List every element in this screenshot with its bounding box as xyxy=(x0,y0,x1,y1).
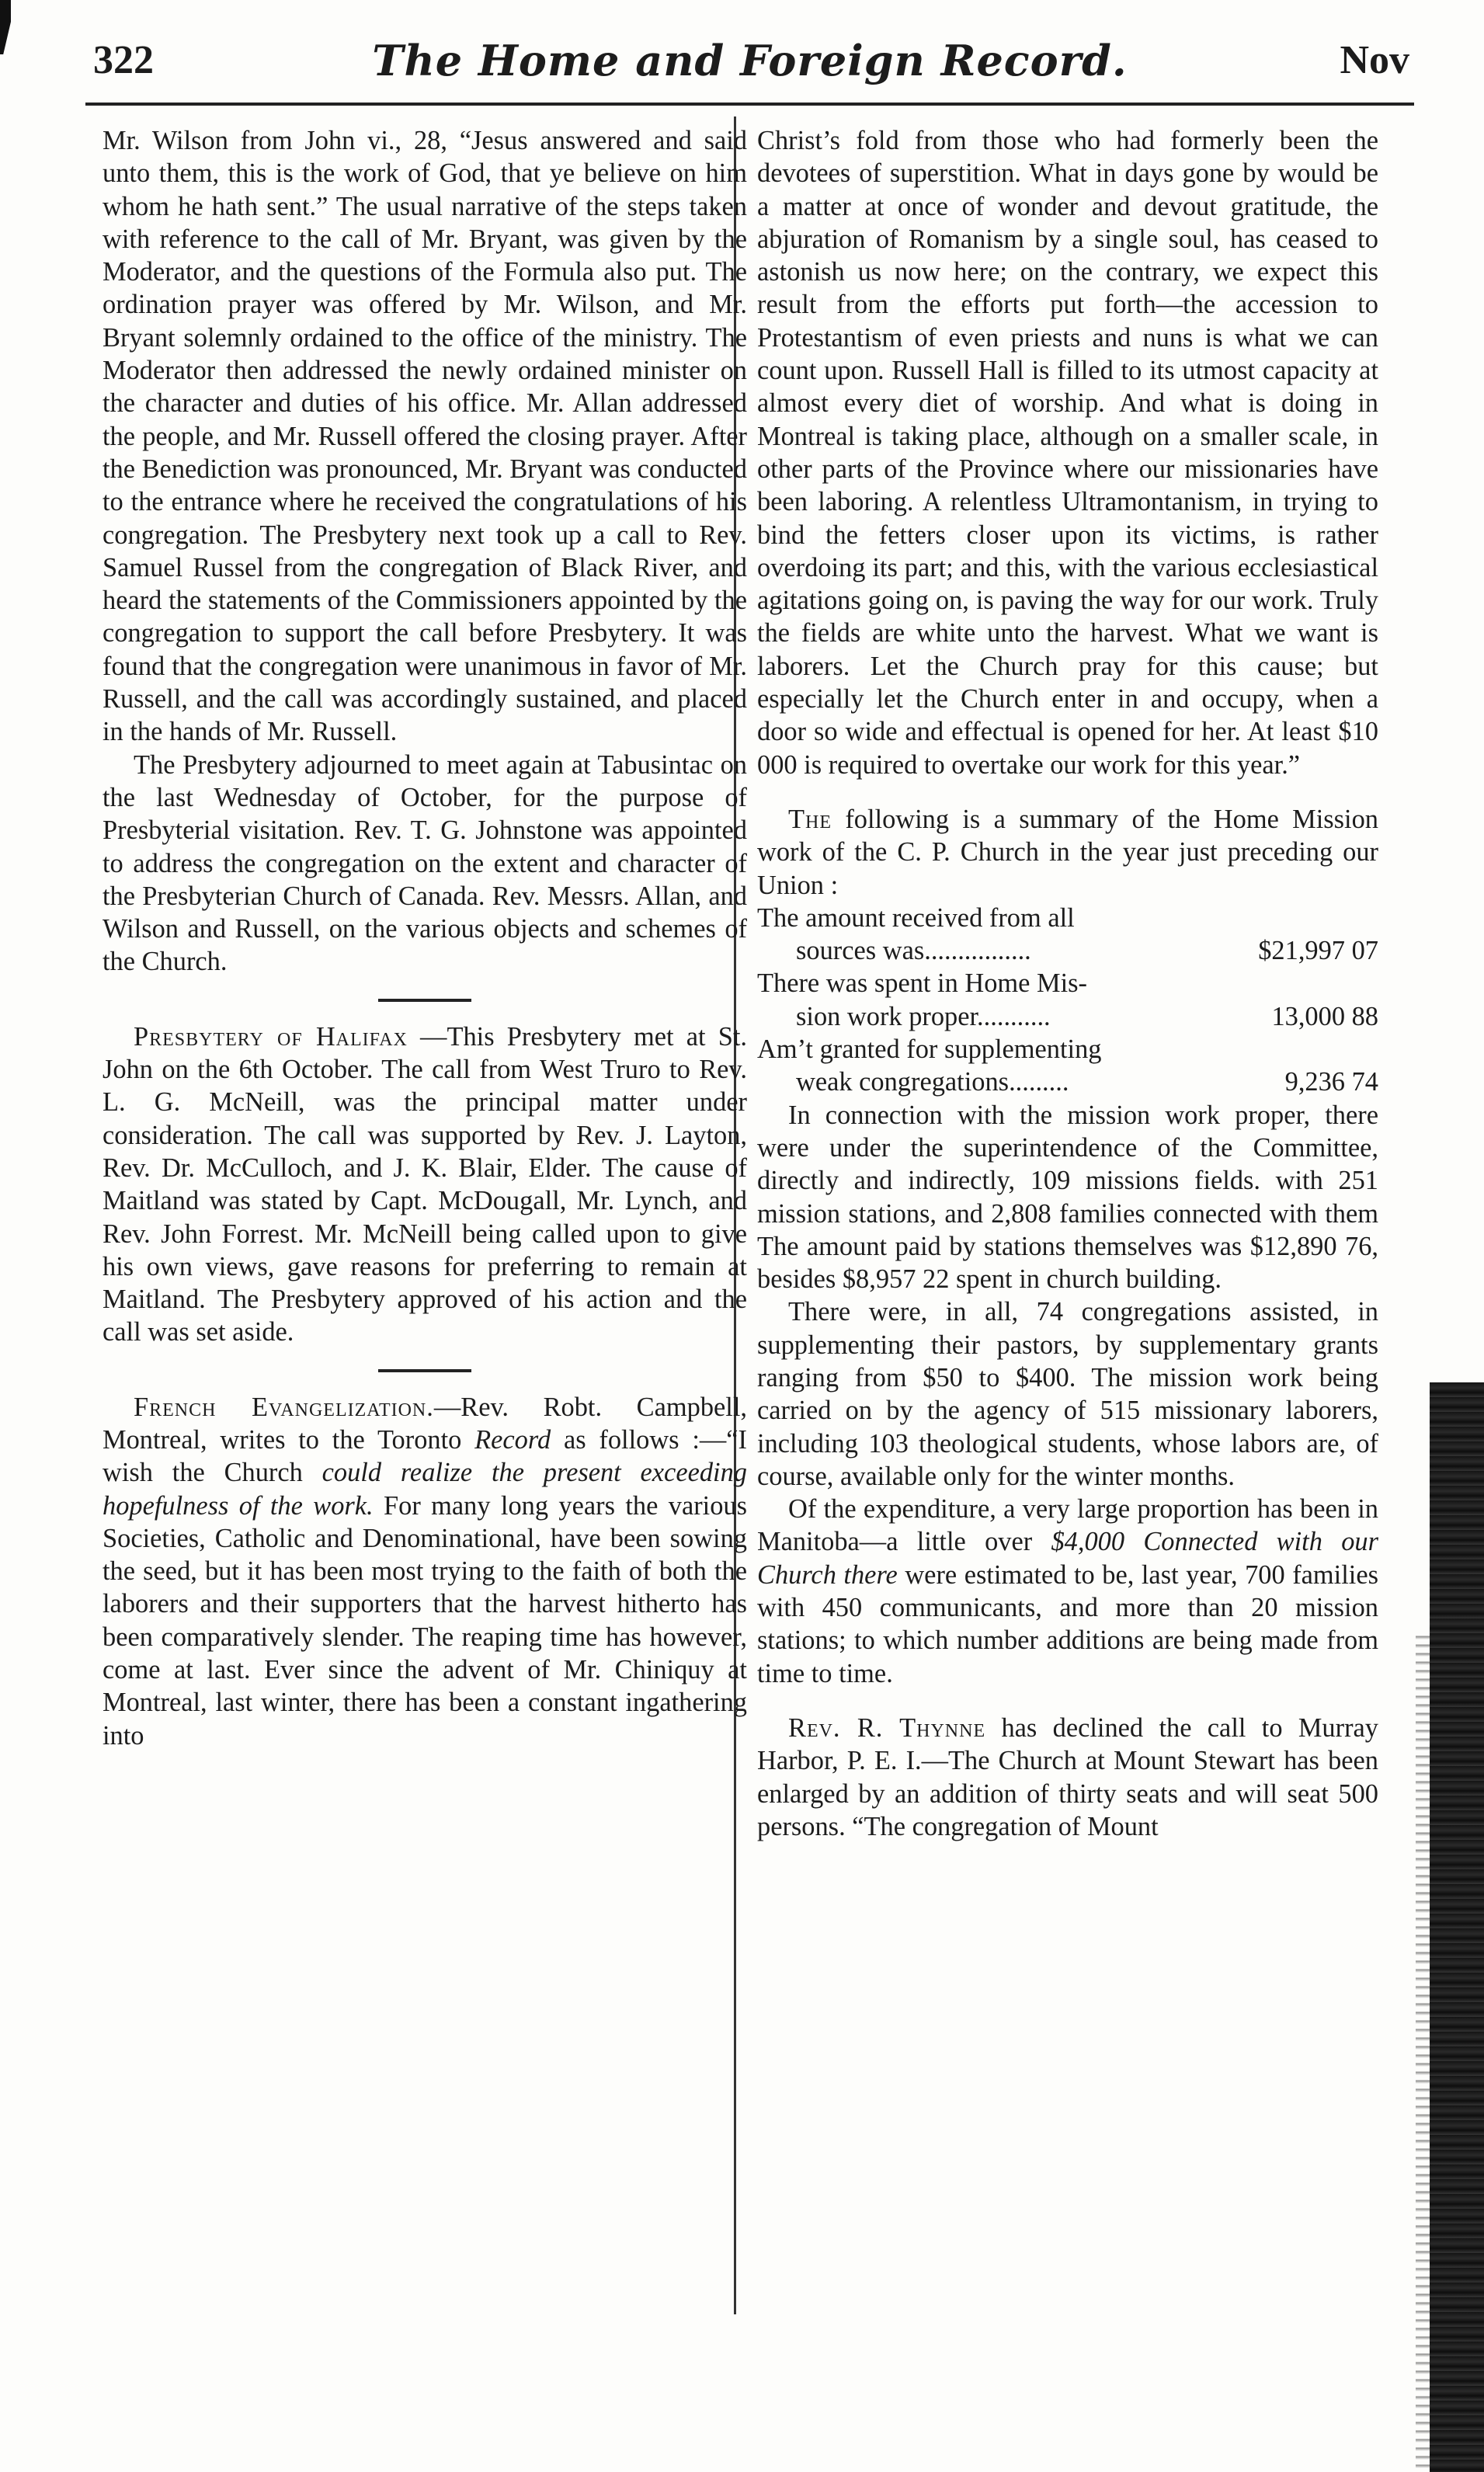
table-row-label-cont: sources was................ xyxy=(796,936,1031,966)
running-title: The Home and Foreign Record. xyxy=(372,36,1128,85)
table-row-amount: 13,000 88 xyxy=(1271,1001,1378,1031)
section-divider xyxy=(378,999,471,1002)
paragraph-thynne xyxy=(757,1712,1378,1843)
month-label: Nov xyxy=(1340,38,1409,82)
table-row-label: Am’t granted for supplementing xyxy=(757,1034,1102,1065)
manitoba-a: Of the expenditure, a very large proportion has been in Manitoba—a little over xyxy=(757,1494,1378,1557)
summary-lead: The xyxy=(788,804,832,834)
thynne-body: has declined the call to Murray Harbor, P. E. I.—The Church at Mount Stewart has been enlarged by an addition of thirty seats and will seat 500 persons. “The congregation of Mount xyxy=(757,1712,1378,1841)
table-row-amount: $21,997 07 xyxy=(1258,936,1378,966)
heading-rev-thynne: Rev. R. Thynne xyxy=(788,1712,986,1743)
table-row-label: There was spent in Home Mis- xyxy=(757,968,1088,999)
manitoba-italic: $4,000 Connected with our Church there xyxy=(757,1527,1378,1590)
page-number: 322 xyxy=(93,38,154,82)
table-row xyxy=(757,902,1378,968)
paragraph-halifax xyxy=(103,1020,747,1349)
running-header xyxy=(85,33,1414,106)
paragraph-congregations-assisted: There were, in all, 74 congregations assisted, in supplementing their pastors, by supplementary grants ranging from $50 to $400. The mission work being carried on by the agency of 515 missionary laborers, including 103 theological students, whose labors are, of course, available only for the winter months. xyxy=(757,1297,1378,1491)
paragraph-mission-fields: In connection with the mission work proper, there were under the superintendence of the Committee, directly and indirectly, 109 missions fields. with 251 mission stations, and 2,808 families connected with them The amount paid by stations themselves was $12,890 76, besides $8,957 22 spent in church building. xyxy=(757,1100,1378,1295)
left-column xyxy=(103,124,747,1752)
table-row-label-cont: weak congregations......... xyxy=(796,1067,1069,1097)
paragraph-ordination: Mr. Wilson from John vi., 28, “Jesus answered and said unto them, this is the work of God, that ye believe on him whom he hath sent.” The usual narrative of the steps taken with reference to the call of Mr. Bryant, was given by the Moderator, and the questions of the Formula also put. The ordination prayer was offered by Mr. Wilson, and Mr. Bryant solemnly ordained to the office of the ministry. The Moderator then addressed the newly ordained minister on the character and duties of his office. Mr. Allan addressed the people, and Mr. Russell offered the closing prayer. After the Benediction was pronounced, Mr. Bryant was conducted to the entrance where he received the congratulations of his congregation. The Presbytery next took up a call to Rev. Samuel Russel from the congregation of Black River, and heard the statements of the Commissioners appointed by the congregation to support the call before Presbytery. It was found that the congregation were unanimous in favor of Mr. Russell, and the call was accordingly sustained, and placed in the hands of Mr. Russell. xyxy=(103,126,747,747)
record-title: Record xyxy=(474,1424,551,1455)
french-body-1: —Rev. Robt. Campbell, Montreal, writes to the Toronto xyxy=(103,1392,747,1455)
manitoba-b: were estimated to be, last year, 700 families with 450 communicants, and more than 20 mission stations; to which number additions are being made from time to time. xyxy=(757,1559,1378,1688)
paragraph-adjournment: The Presbytery adjourned to meet again at Tabusintac on the last Wednesday of October, for the purpose of Presbyterial visitation. Rev. T. G. Johnstone was appointed to address the congregation on the extent and character of the Presbyterian Church of Canada. Rev. Messrs. Allan, and Wilson and Russell, on the various objects and schemes of the Church. xyxy=(103,749,747,977)
scan-page-edge xyxy=(1430,1382,1484,2472)
right-column xyxy=(757,124,1378,1843)
table-row-label: The amount received from all xyxy=(757,902,1075,933)
paragraph-summary-intro xyxy=(757,803,1378,902)
french-body-3: For many long years the various Societies, Catholic and Denominational, have been sowing the seed, but it has been most trying to the faith of both the laborers and their supporters that the harvest hitherto has been comparatively slender. The reaping time has however, come at last. Ever since the advent of Mr. Chiniquy at Montreal, last winter, there has been a constant ingathering into xyxy=(103,1490,747,1751)
table-row xyxy=(757,967,1378,1033)
summary-intro: following is a summary of the Home Mission work of the C. P. Church in the year just preceding our Union : xyxy=(757,804,1378,900)
table-row xyxy=(757,1033,1378,1099)
french-italic: could realize the present exceeding hopefulness of the work. xyxy=(103,1458,747,1521)
table-row-amount: 9,236 74 xyxy=(1284,1067,1378,1097)
french-body-2: as follows :—“I wish the Church xyxy=(103,1424,748,1488)
paragraph-manitoba xyxy=(757,1493,1378,1690)
paragraph-french-evangelization xyxy=(103,1391,747,1752)
mission-summary-table xyxy=(757,902,1378,1099)
paragraph-french-continued: Christ’s fold from those who had formerly been the devotees of superstition. What in days gone by would be a matter at once of wonder and devout gratitude, the abjuration of Romanism by a single soul, has ceased to astonish us now here; on the contrary, we expect this result from the efforts put forth—the accession to Protestantism of even priests and nuns is what we can count upon. Russell Hall is filled to its utmost capacity at almost every diet of worship. And what is doing in Montreal is taking place, although on a smaller scale, in other parts of the Province where our missionaries have been laboring. A relentless Ultramontanism, in trying to bind the fetters closer upon its victims, is rather overdoing its part; and this, with the various ecclesiastical agitations going on, is paving the way for our work. Truly the fields are white unto the harvest. What we want is laborers. Let the Church pray for this cause; but especially let the Church enter in and occupy, when a door so wide and effectual is opened for her. At least $10 000 is required to overtake our work for this year.” xyxy=(757,126,1378,780)
halifax-body: —This Presbytery met at St. John on the 6th October. The call from West Truro to Rev. L. G. McNeill, was the principal matter under consideration. The call was supported by Rev. J. Layton, Rev. Dr. McCulloch, and J. K. Blair, Elder. The cause of Maitland was stated by Capt. McDougall, Mr. Lynch, and Rev. John Forrest. Mr. McNeill being called upon to give his own views, gave reasons for preferring to remain at Maitland. The Presbytery approved of his action and the call was set aside. xyxy=(103,1021,747,1347)
table-row-label-cont: sion work proper........... xyxy=(796,1001,1051,1031)
scan-page-edge-shadow xyxy=(1416,1631,1430,2472)
section-divider xyxy=(378,1369,471,1372)
heading-presbytery-halifax: Presbytery of Halifax xyxy=(134,1021,408,1052)
heading-french-evangelization: French Evangelization. xyxy=(134,1392,434,1422)
scan-edge-mark xyxy=(0,0,11,54)
